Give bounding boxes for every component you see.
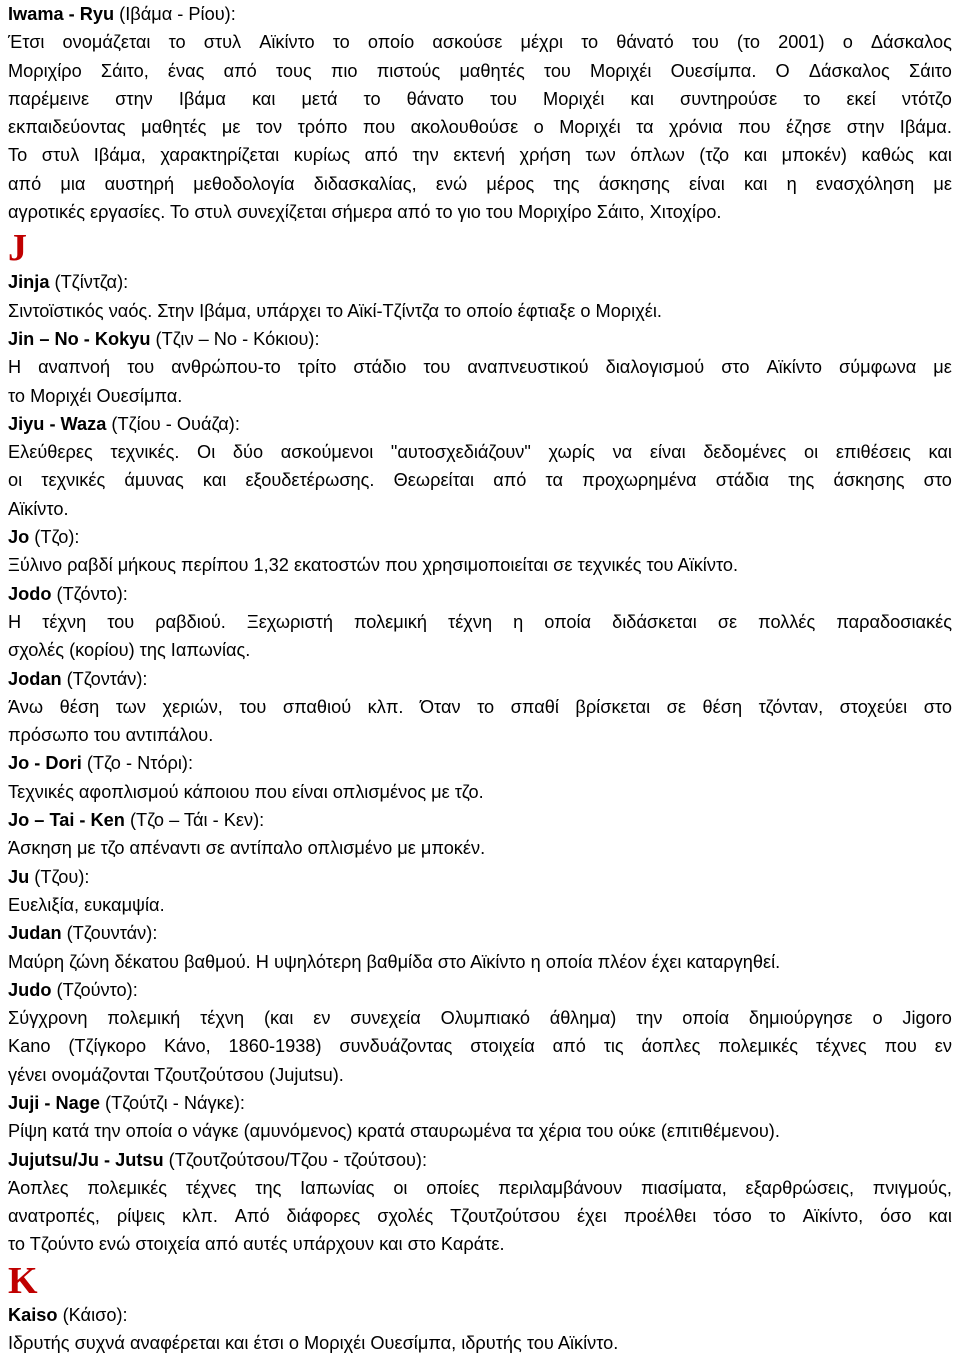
word: Αϊκίντο — [259, 32, 315, 53]
word: Άνω — [8, 696, 44, 717]
word: κλπ. — [367, 696, 404, 717]
word: χαρακτηρίζεται — [160, 145, 280, 166]
entry-term: Jinja — [8, 272, 50, 293]
entry-term: Jo - Dori — [8, 753, 82, 774]
word: στυλ — [203, 32, 242, 53]
definition-line — [8, 1174, 952, 1202]
word: της — [553, 173, 580, 194]
word: σχολές — [377, 1206, 434, 1227]
word: το — [803, 88, 821, 109]
word: άσκησης — [598, 173, 670, 194]
entry-heading — [8, 0, 952, 28]
word: των — [115, 696, 146, 717]
word: και — [743, 173, 768, 194]
word: εκεί — [846, 88, 876, 109]
entry-term: Jo — [8, 527, 30, 548]
word: τα — [545, 470, 563, 491]
word: και — [202, 470, 227, 491]
word: στο — [923, 696, 952, 717]
word: θάνατό — [616, 32, 674, 53]
definition-line: Ευελιξία, ευκαμψία. — [8, 894, 165, 915]
word: ο — [533, 117, 544, 138]
word: τεχνικές — [41, 470, 106, 491]
word: και — [928, 442, 952, 463]
definition-line — [8, 85, 952, 113]
word: ενασχόληση — [815, 173, 915, 194]
word: στάδια — [715, 470, 770, 491]
definition-line: Ρίψη κατά την οποία ο νάγκε (αμυνόμενος) κρατά σταυρωμένα τα χέρια του ούκε (επιτιθέμενου). — [8, 1121, 780, 1142]
word: το — [768, 1206, 786, 1227]
word: το — [477, 696, 495, 717]
word: Όταν — [419, 696, 461, 717]
word: πιο — [330, 60, 358, 81]
word: τα — [636, 117, 654, 138]
word: χρόνια — [669, 117, 723, 138]
word: επιθέσεις — [835, 442, 911, 463]
word: όπλων — [630, 145, 685, 166]
word: Δάσκαλος — [808, 60, 890, 81]
word: κλπ. — [182, 1206, 218, 1227]
word: η — [786, 173, 797, 194]
word: μεθοδολογία — [193, 173, 295, 194]
entry-transliteration: (Τζο – Τάι - Κεν): — [124, 810, 265, 831]
word: πολλές — [758, 611, 816, 632]
word: το — [581, 32, 599, 53]
word: τέχνες — [815, 1036, 867, 1057]
word: με — [933, 357, 952, 378]
word: πολεμική — [107, 1008, 181, 1029]
word: διαλογισμού — [605, 357, 705, 378]
entry-heading — [8, 976, 952, 1004]
entry-heading — [8, 665, 952, 693]
word: πνιγμούς, — [872, 1177, 952, 1198]
word: σπαθί — [510, 696, 559, 717]
section-letter: K — [8, 1259, 38, 1302]
word: της — [255, 1177, 282, 1198]
word: την — [412, 145, 439, 166]
entry-term: Judo — [8, 979, 52, 1000]
word: Ξεχωριστή — [246, 611, 333, 632]
word: με — [221, 117, 241, 138]
entry-heading — [8, 1146, 952, 1174]
word: οποία — [544, 611, 592, 632]
entry-transliteration: (Τζοντάν): — [61, 668, 148, 689]
definition-line: πρόσωπο του αντιπάλου. — [8, 725, 214, 746]
word: που — [362, 117, 396, 138]
word: ντότζο — [901, 88, 952, 109]
word: είναι — [688, 173, 725, 194]
word: θέση — [702, 696, 743, 717]
entry-term: Jin – No - Kokyu — [8, 328, 151, 349]
word: ασκούσε — [432, 32, 503, 53]
word: το — [332, 32, 350, 53]
word: δύο — [232, 442, 264, 463]
word: τέχνη — [200, 1008, 245, 1029]
entry-heading — [8, 749, 952, 777]
entry-transliteration: (Τζιν – Νο - Κόκιου): — [150, 328, 320, 349]
entry-heading — [8, 1301, 952, 1329]
word: άμυνας — [124, 470, 184, 491]
definition-line: Μαύρη ζώνη δέκατου βαθμού. Η υψηλότερη βαθμίδα στο Αϊκίντο η οποία πλέον έχει καταργηθεί. — [8, 951, 781, 972]
word: θέση — [59, 696, 100, 717]
word: στην — [115, 88, 153, 109]
word: άσκησης — [833, 470, 905, 491]
word: η — [513, 611, 524, 632]
word: Ελεύθερες — [8, 442, 93, 463]
definition-line: το Μοριχέι Ουεσίμπα. — [8, 385, 183, 406]
word: του — [239, 696, 267, 717]
word: ρίψεις — [116, 1206, 166, 1227]
word: θάνατο — [406, 88, 464, 109]
word: οποία — [682, 1008, 730, 1029]
word: στο — [923, 470, 952, 491]
entry-transliteration: (Τζουντάν): — [61, 923, 158, 944]
word: μαθητές — [459, 60, 525, 81]
word: τόσο — [713, 1206, 752, 1227]
definition-line — [8, 438, 952, 466]
definition-line: Άσκηση με τζο απέναντι σε αντίπαλο οπλισμένο με μποκέν. — [8, 838, 486, 859]
word: από — [493, 470, 527, 491]
word: να — [612, 442, 633, 463]
word: εκπαιδεύοντας — [8, 117, 126, 138]
word: δεδομένες — [703, 442, 787, 463]
definition-line — [8, 1004, 952, 1032]
definition-line — [8, 466, 952, 494]
word: που — [738, 117, 771, 138]
entry-heading — [8, 580, 952, 608]
word: του — [423, 357, 451, 378]
definition-line: Ιδρυτής συχνά αναφέρεται και έτσι ο Μοριχέι Ουεσίμπα, ιδρυτής του Αϊκίντο. — [8, 1333, 619, 1354]
word: Ουεσίμπα. — [670, 60, 757, 81]
definition-line: Αϊκίντο. — [8, 498, 69, 519]
word: πολεμικές — [87, 1177, 167, 1198]
entry-transliteration: (Ιβάμα - Ρίου): — [114, 4, 236, 24]
word: Μοριχέι — [559, 117, 621, 138]
word: μετά — [301, 88, 338, 109]
definition-line — [8, 170, 952, 198]
entry-heading — [8, 919, 952, 947]
word: "αυτοσχεδιάζουν" — [390, 442, 531, 463]
entry-term: Jujutsu/Ju - Jutsu — [8, 1149, 164, 1170]
word: από — [364, 145, 398, 166]
entry-term: Jo – Tai - Ken — [8, 810, 125, 831]
definition-line — [8, 113, 952, 141]
word: τις — [603, 1036, 624, 1057]
word: τρίτο — [297, 357, 337, 378]
entry-heading — [8, 1089, 952, 1117]
word: μέχρι — [520, 32, 563, 53]
word: (τζο — [699, 145, 730, 166]
word: σε — [666, 696, 686, 717]
word: μαθητές — [141, 117, 207, 138]
word: του — [489, 88, 517, 109]
word: χωρίς — [548, 442, 595, 463]
word: ονομάζεται — [62, 32, 151, 53]
word: στοχεύει — [839, 696, 908, 717]
word: και — [251, 88, 276, 109]
word: τέχνη — [42, 611, 87, 632]
word: τζόνταν, — [758, 696, 824, 717]
word: εκτενή — [453, 145, 506, 166]
entry-heading — [8, 268, 952, 296]
word: Έτσι — [8, 32, 45, 53]
word: Ο — [775, 60, 790, 81]
word: Τζουτζούτσου — [450, 1206, 561, 1227]
definition-line: Σιντοϊστικός ναός. Στην Ιβάμα, υπάρχει το Αϊκί-Τζίντζα το οποίο έφτιαξε ο Μοριχέι. — [8, 300, 662, 321]
entry-transliteration: (Τζο): — [29, 527, 80, 548]
word: ανατροπές, — [8, 1206, 100, 1227]
word: εξαρθρώσεις, — [745, 1177, 855, 1198]
word: παρέμεινε — [8, 88, 90, 109]
word: προέλθει — [623, 1206, 697, 1227]
word: συντηρούσε — [679, 88, 778, 109]
word: ραβδιού. — [155, 611, 226, 632]
definition-line — [8, 141, 952, 169]
word: συνδυάζοντας — [339, 1036, 453, 1057]
word: καθώς — [861, 145, 914, 166]
word: πολεμική — [354, 611, 427, 632]
word: δημιούργησε — [748, 1008, 853, 1029]
entry-term: Jodan — [8, 668, 62, 689]
definition-line — [8, 693, 952, 721]
word: κυρίως — [293, 145, 351, 166]
word: άθλημα) — [549, 1008, 617, 1029]
word: με — [933, 173, 952, 194]
word: Αϊκίντο — [766, 357, 822, 378]
word: του — [127, 357, 155, 378]
word: Δάσκαλος — [870, 32, 952, 53]
entry-transliteration: (Κάισο): — [57, 1304, 128, 1325]
word: ανθρώπου-το — [171, 357, 281, 378]
word: οι — [804, 442, 819, 463]
word: του — [107, 611, 135, 632]
entry-transliteration: (Τζου): — [29, 866, 90, 887]
word: ακολουθούσε — [410, 117, 519, 138]
word: τον — [255, 117, 283, 138]
word: οποίες — [426, 1177, 480, 1198]
word: έζησε — [785, 117, 832, 138]
word: αναπνοή — [38, 357, 111, 378]
definition-line — [8, 28, 952, 56]
word: αναπνευστικού — [467, 357, 589, 378]
word: προχωρημένα — [582, 470, 697, 491]
word: στοιχεία — [470, 1036, 535, 1057]
definition-line: γένει ονομάζονται Τζουτζούτσου (Jujutsu). — [8, 1064, 344, 1085]
word: χρήση — [519, 145, 571, 166]
word: Θεωρείται — [393, 470, 475, 491]
entry-transliteration: (Τζούντο): — [51, 979, 138, 1000]
word: τους — [275, 60, 312, 81]
definition-line — [8, 1202, 952, 1230]
word: σύμφωνα — [838, 357, 917, 378]
word: οποίο — [367, 32, 415, 53]
word: Από — [234, 1206, 270, 1227]
word: των — [585, 145, 616, 166]
word: Ιβάμα — [178, 88, 226, 109]
word: (το — [736, 32, 761, 53]
word: οι — [8, 470, 23, 491]
word: έχει — [577, 1206, 607, 1227]
definition-line — [8, 1032, 952, 1060]
entry-term: Judan — [8, 923, 62, 944]
word: (και — [263, 1008, 294, 1029]
entry-term: Jiyu - Waza — [8, 413, 107, 434]
word: ο — [872, 1008, 883, 1029]
entry-transliteration: (Τζουτζούτσου/Τζου - τζούτσου): — [163, 1149, 428, 1170]
word: που — [884, 1036, 917, 1057]
word: Kano — [8, 1036, 51, 1057]
entry-transliteration: (Τζίου - Ουάζα): — [106, 413, 240, 434]
word: παραδοσιακές — [836, 611, 952, 632]
definition-line — [8, 57, 952, 85]
word: πιστούς — [376, 60, 441, 81]
entry-term: Iwama - Ryu — [8, 4, 115, 24]
word: Η — [8, 611, 22, 632]
word: ενώ — [435, 173, 468, 194]
word: Κάνο, — [163, 1036, 211, 1057]
word: είναι — [649, 442, 686, 463]
word: του — [691, 32, 719, 53]
definition-line — [8, 353, 952, 381]
entry-term: Juji - Nage — [8, 1092, 100, 1113]
entry-transliteration: (Τζο - Ντόρι): — [81, 753, 193, 774]
word: Οι — [197, 442, 216, 463]
word: 1860-1938) — [228, 1036, 322, 1057]
entry-heading — [8, 325, 952, 353]
word: Άοπλες — [8, 1177, 69, 1198]
word: μέρος — [486, 173, 535, 194]
word: από — [552, 1036, 586, 1057]
word: στάδιο — [353, 357, 407, 378]
word: το — [168, 32, 186, 53]
word: Ολυμπιακό — [440, 1008, 530, 1029]
word: χεριών, — [162, 696, 223, 717]
word: πιασίματα, — [640, 1177, 727, 1198]
definition-line: το Τζούντο ενώ στοιχεία από αυτές υπάρχουν και στο Καράτε. — [8, 1234, 505, 1255]
word: Ιβάμα, — [93, 145, 146, 166]
word: συνεχεία — [350, 1008, 421, 1029]
word: και — [928, 145, 952, 166]
entry-heading — [8, 410, 952, 438]
word: Σάιτο — [908, 60, 952, 81]
word: τεχνικές. — [110, 442, 180, 463]
word: σε — [717, 611, 738, 632]
word: οι — [393, 1177, 408, 1198]
word: διάφορες — [286, 1206, 361, 1227]
word: μποκέν) — [781, 145, 847, 166]
word: στο — [721, 357, 750, 378]
word: ένας — [167, 60, 205, 81]
word: Σύγχρονη — [8, 1008, 88, 1029]
entry-heading — [8, 863, 952, 891]
word: από — [223, 60, 257, 81]
definition-line: Ξύλινο ραβδί μήκους περίπου 1,32 εκατοστών που χρησιμοποιείται σε τεχνικές του Αϊκίντο. — [8, 555, 739, 576]
word: και — [928, 1206, 952, 1227]
word: άοπλες — [641, 1036, 701, 1057]
word: Αϊκίντο, — [802, 1206, 864, 1227]
word: από — [8, 173, 42, 194]
word: Μοριχίρο — [8, 60, 82, 81]
entry-transliteration: (Τζούτζι - Νάγκε): — [99, 1092, 245, 1113]
word: του — [543, 60, 571, 81]
word: ασκούμενοι — [280, 442, 374, 463]
entry-transliteration: (Τζόντο): — [51, 583, 128, 604]
word: τρόπο — [297, 117, 348, 138]
word: εν — [934, 1036, 952, 1057]
word: Μοριχέι — [543, 88, 605, 109]
word: τέχνες — [185, 1177, 237, 1198]
word: βρίσκεται — [575, 696, 651, 717]
word: Σάιτο, — [100, 60, 149, 81]
word: το — [363, 88, 381, 109]
entry-term: Ju — [8, 866, 30, 887]
word: στυλ — [41, 145, 80, 166]
word: Jigoro — [902, 1008, 952, 1029]
word: και — [630, 88, 654, 109]
definition-line: σχολές (κορίου) της Ιαπωνίας. — [8, 640, 251, 661]
entry-term: Kaiso — [8, 1304, 58, 1325]
word: μια — [60, 173, 86, 194]
word: 2001) — [778, 32, 825, 53]
definition-line: Τεχνικές αφοπλισμού κάποιου που είναι οπλισμένος με τζο. — [8, 781, 484, 802]
entry-heading — [8, 523, 952, 551]
entry-heading — [8, 806, 952, 834]
word: (Τζίγκορο — [68, 1036, 147, 1057]
word: περιλαμβάνουν — [498, 1177, 623, 1198]
word: Η — [8, 357, 22, 378]
word: ο — [842, 32, 853, 53]
word: διδασκαλίας, — [313, 173, 417, 194]
word: Ιαπωνίας — [300, 1177, 375, 1198]
word: της — [788, 470, 815, 491]
word: Μοριχέι — [590, 60, 652, 81]
word: αυστηρή — [104, 173, 175, 194]
definition-line — [8, 608, 952, 636]
entry-transliteration: (Τζίντζα): — [49, 272, 129, 293]
word: τέχνη — [448, 611, 493, 632]
word: και — [743, 145, 768, 166]
word: την — [636, 1008, 663, 1029]
word: όσο — [880, 1206, 912, 1227]
word: Ιβάμα. — [899, 117, 952, 138]
word: πολεμικές — [718, 1036, 799, 1057]
section-letter: J — [8, 227, 27, 270]
word: σπαθιού — [282, 696, 352, 717]
word: διδάσκεται — [612, 611, 697, 632]
definition-line: αγροτικές εργασίες. Το στυλ συνεχίζεται σήμερα από το γιο του Μοριχίρο Σάιτο, Χιτοχίρο. — [8, 202, 722, 223]
word: εξουδετέρωσης. — [245, 470, 375, 491]
word: Το — [8, 145, 28, 166]
entry-term: Jodo — [8, 583, 52, 604]
word: εν — [313, 1008, 331, 1029]
word: στην — [846, 117, 885, 138]
